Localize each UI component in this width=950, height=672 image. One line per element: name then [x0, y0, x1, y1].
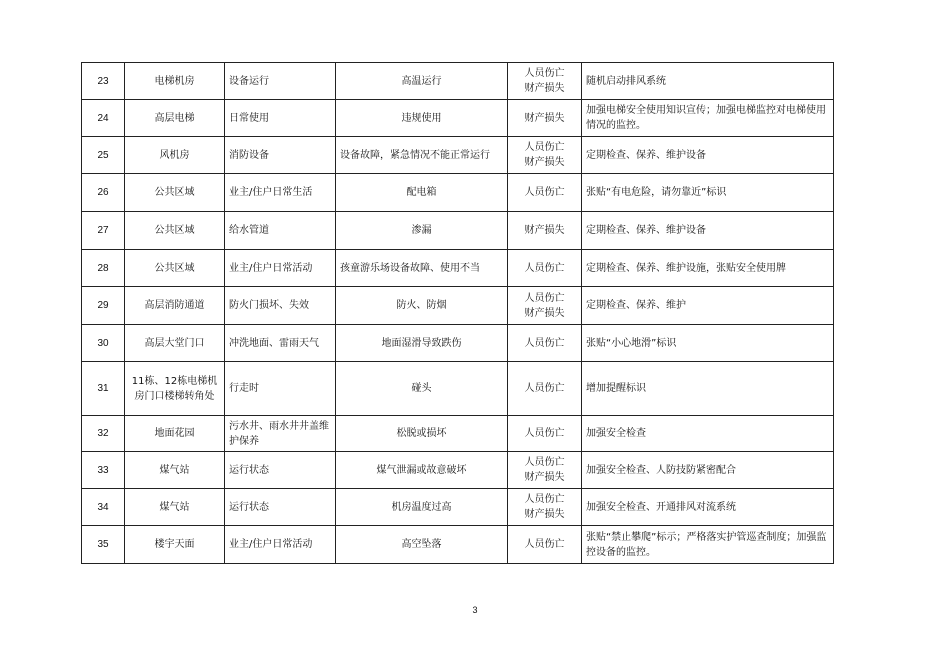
- cell-number: 30: [82, 325, 125, 362]
- cell-number: 23: [82, 63, 125, 100]
- cell-measure: 加强安全检查: [582, 416, 834, 452]
- cell-consequence: 人员伤亡: [508, 416, 582, 452]
- cell-activity: 行走时: [225, 362, 336, 416]
- cell-consequence: 人员伤亡: [508, 174, 582, 212]
- cell-consequence: 人员伤亡 财产损失: [508, 137, 582, 174]
- cell-location: 高层大堂门口: [125, 325, 225, 362]
- cell-number: 32: [82, 416, 125, 452]
- table-row: [82, 250, 834, 287]
- cell-hazard: 高温运行: [336, 63, 508, 100]
- cell-number: 29: [82, 287, 125, 325]
- cell-location: 地面花园: [125, 416, 225, 452]
- cell-measure: 加强安全检查、人防技防紧密配合: [582, 452, 834, 489]
- cell-number: 28: [82, 250, 125, 287]
- cell-hazard: 设备故障，紧急情况不能正常运行: [336, 137, 508, 174]
- cell-hazard: 碰头: [336, 362, 508, 416]
- table-row: [82, 489, 834, 526]
- cell-location: 煤气站: [125, 452, 225, 489]
- cell-activity: 污水井、雨水井井盖维护保养: [225, 416, 336, 452]
- cell-measure: 张贴“小心地滑”标识: [582, 325, 834, 362]
- cell-location: 高层电梯: [125, 100, 225, 137]
- cell-hazard: 地面湿滑导致跌伤: [336, 325, 508, 362]
- cell-number: 25: [82, 137, 125, 174]
- cell-consequence: 人员伤亡 财产损失: [508, 287, 582, 325]
- cell-activity: 设备运行: [225, 63, 336, 100]
- cell-activity: 给水管道: [225, 212, 336, 250]
- cell-measure: 加强安全检查、开通排风对流系统: [582, 489, 834, 526]
- cell-consequence: 财产损失: [508, 212, 582, 250]
- page-number: 3: [472, 605, 478, 615]
- cell-hazard: 机房温度过高: [336, 489, 508, 526]
- cell-consequence: 人员伤亡 财产损失: [508, 63, 582, 100]
- cell-location: 风机房: [125, 137, 225, 174]
- cell-measure: 定期检查、保养、维护: [582, 287, 834, 325]
- table-row: [82, 362, 834, 416]
- cell-activity: 防火门损坏、失效: [225, 287, 336, 325]
- table-row: [82, 100, 834, 137]
- cell-consequence: 人员伤亡 财产损失: [508, 452, 582, 489]
- cell-location: 公共区域: [125, 250, 225, 287]
- cell-location: 楼宇天面: [125, 526, 225, 564]
- cell-measure: 定期检查、保养、维护设备: [582, 212, 834, 250]
- cell-activity: 运行状态: [225, 489, 336, 526]
- cell-hazard: 违规使用: [336, 100, 508, 137]
- cell-measure: 定期检查、保养、维护设施，张贴安全使用牌: [582, 250, 834, 287]
- cell-number: 27: [82, 212, 125, 250]
- table-row: [82, 174, 834, 212]
- cell-hazard: 煤气泄漏或故意破坏: [336, 452, 508, 489]
- table-row: [82, 137, 834, 174]
- cell-number: 24: [82, 100, 125, 137]
- cell-location: 公共区域: [125, 212, 225, 250]
- cell-number: 33: [82, 452, 125, 489]
- cell-hazard: 防火、防烟: [336, 287, 508, 325]
- cell-consequence: 财产损失: [508, 100, 582, 137]
- cell-measure: 张贴“有电危险，请勿靠近”标识: [582, 174, 834, 212]
- cell-location: 11栋、12栋电梯机房门口楼梯转角处: [125, 362, 225, 416]
- cell-consequence: 人员伤亡: [508, 325, 582, 362]
- table-row: [82, 212, 834, 250]
- cell-hazard: 松脱或损坏: [336, 416, 508, 452]
- table-row: [82, 325, 834, 362]
- cell-location: 公共区域: [125, 174, 225, 212]
- cell-location: 高层消防通道: [125, 287, 225, 325]
- cell-activity: 业主/住户日常活动: [225, 526, 336, 564]
- table-row: [82, 287, 834, 325]
- table-row: [82, 63, 834, 100]
- cell-activity: 运行状态: [225, 452, 336, 489]
- cell-number: 34: [82, 489, 125, 526]
- cell-activity: 冲洗地面、雷雨天气: [225, 325, 336, 362]
- cell-number: 31: [82, 362, 125, 416]
- cell-consequence: 人员伤亡: [508, 362, 582, 416]
- hazard-table-body: [82, 63, 834, 564]
- cell-location: 煤气站: [125, 489, 225, 526]
- cell-hazard: 孩童游乐场设备故障、使用不当: [336, 250, 508, 287]
- cell-location: 电梯机房: [125, 63, 225, 100]
- cell-consequence: 人员伤亡: [508, 526, 582, 564]
- table-row: [82, 526, 834, 564]
- cell-activity: 业主/住户日常生活: [225, 174, 336, 212]
- cell-activity: 业主/住户日常活动: [225, 250, 336, 287]
- cell-measure: 加强电梯安全使用知识宣传；加强电梯监控对电梯使用情况的监控。: [582, 100, 834, 137]
- cell-measure: 定期检查、保养、维护设备: [582, 137, 834, 174]
- cell-number: 35: [82, 526, 125, 564]
- cell-measure: 张贴“禁止攀爬”标示；严格落实护管巡查制度；加强监控设备的监控。: [582, 526, 834, 564]
- cell-hazard: 高空坠落: [336, 526, 508, 564]
- cell-consequence: 人员伤亡: [508, 250, 582, 287]
- table-row: [82, 416, 834, 452]
- cell-activity: 消防设备: [225, 137, 336, 174]
- cell-activity: 日常使用: [225, 100, 336, 137]
- cell-hazard: 配电箱: [336, 174, 508, 212]
- cell-consequence: 人员伤亡 财产损失: [508, 489, 582, 526]
- hazard-table: [81, 62, 834, 564]
- cell-measure: 随机启动排风系统: [582, 63, 834, 100]
- table-row: [82, 452, 834, 489]
- cell-hazard: 渗漏: [336, 212, 508, 250]
- cell-measure: 增加提醒标识: [582, 362, 834, 416]
- cell-number: 26: [82, 174, 125, 212]
